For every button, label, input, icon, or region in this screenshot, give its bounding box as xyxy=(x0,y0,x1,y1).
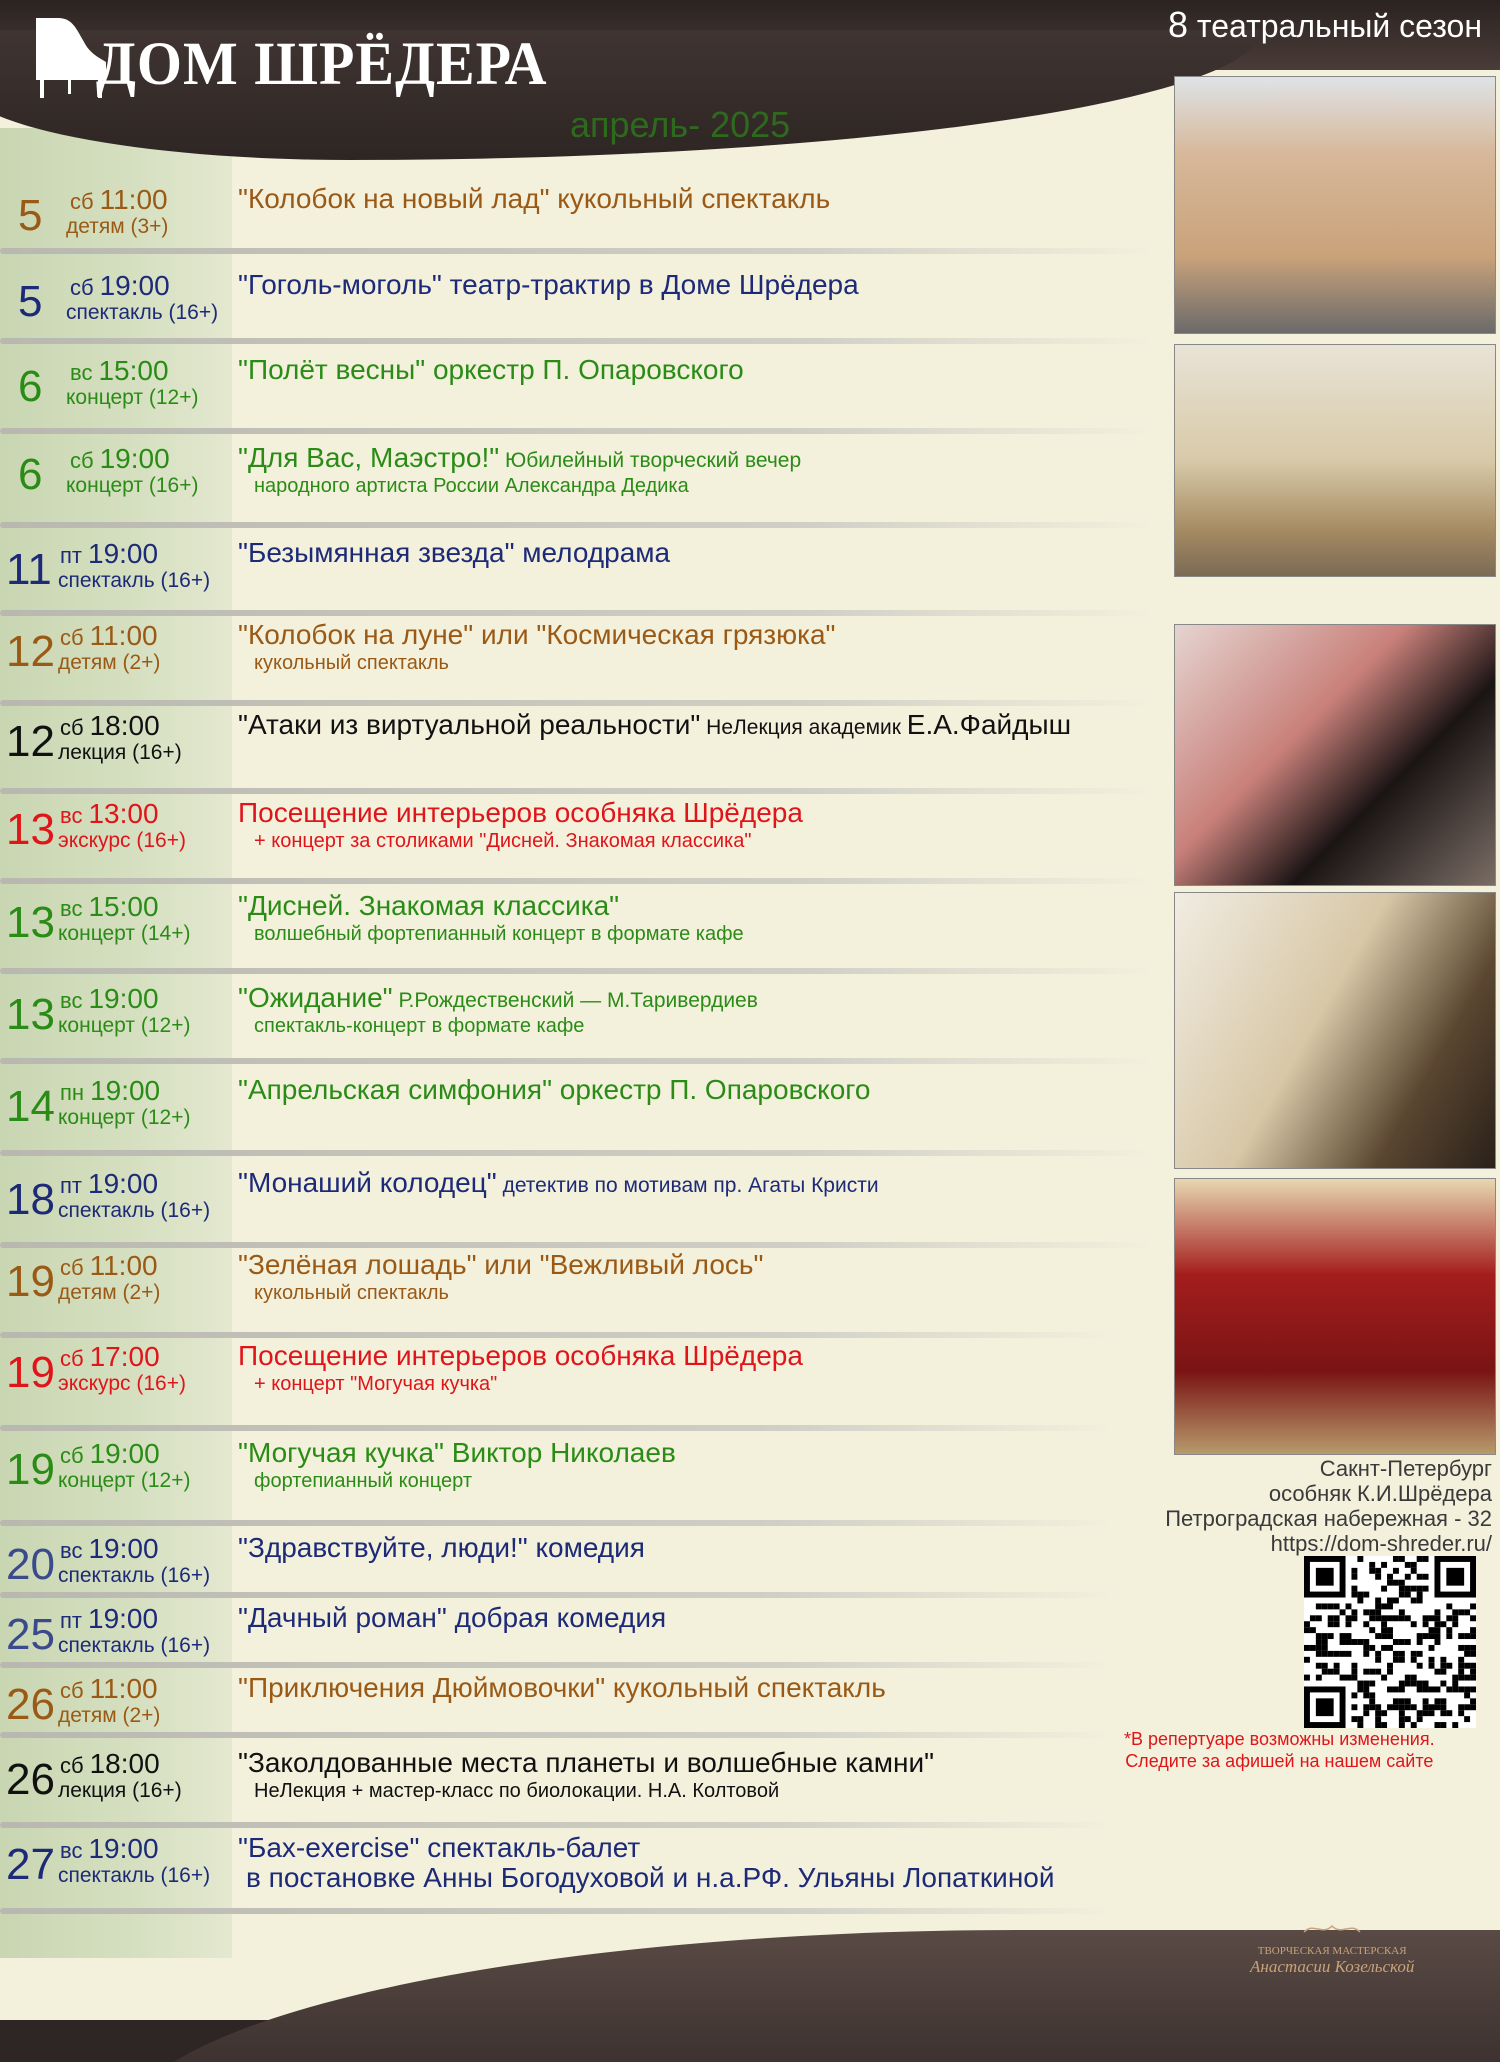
row-divider xyxy=(0,428,1150,434)
event-row xyxy=(0,709,1160,798)
staircase-photo xyxy=(1174,892,1496,1169)
grand-piano-photo xyxy=(1174,624,1496,886)
event-weekday: сб xyxy=(70,189,94,214)
event-type: спектакль (16+) xyxy=(58,1564,211,1587)
event-time xyxy=(70,445,170,475)
event-type: концерт (12+) xyxy=(58,1106,191,1129)
event-title-main: "Заколдованные места планеты и волшебные камни" xyxy=(238,1747,935,1778)
event-time xyxy=(60,1077,160,1107)
event-day: 19 xyxy=(6,1445,55,1494)
event-subtitle: + концерт "Могучая кучка" xyxy=(254,1373,498,1395)
event-weekday: пт xyxy=(60,1173,82,1198)
event-hour: 11:00 xyxy=(89,1250,158,1281)
event-title-note: Р.Рождественский — М.Таривердиев xyxy=(392,989,758,1012)
season-text: театральный сезон xyxy=(1196,8,1482,44)
event-subtitle: кукольный спектакль xyxy=(254,1282,449,1304)
event-title xyxy=(238,270,859,300)
event-subtitle: волшебный фортепианный концерт в формате кафе xyxy=(254,923,744,945)
event-day: 12 xyxy=(6,717,55,766)
event-hour: 17:00 xyxy=(89,1341,160,1372)
event-title xyxy=(238,538,670,568)
logo-text: ДОМ ШРЁДЕРА xyxy=(96,29,548,98)
event-title-note: НеЛекция академик xyxy=(700,716,907,739)
event-weekday: сб xyxy=(60,1753,84,1778)
event-time xyxy=(60,540,158,570)
logo xyxy=(28,12,548,102)
event-title xyxy=(238,1341,803,1371)
event-subtitle: НеЛекция + мастер-класс по биолокации. Н.А. Колтовой xyxy=(254,1780,780,1802)
event-time xyxy=(70,186,168,216)
event-day: 19 xyxy=(6,1257,55,1306)
event-type: детям (2+) xyxy=(58,1704,161,1727)
event-title-main: Посещение интерьеров особняка Шрёдера xyxy=(238,797,803,828)
event-title-main: "Здравствуйте, люди!" комедия xyxy=(238,1532,645,1563)
hall-interior-photo xyxy=(1174,344,1496,577)
event-weekday: сб xyxy=(70,275,94,300)
event-hour: 19:00 xyxy=(88,538,159,569)
event-weekday: сб xyxy=(60,625,84,650)
event-title xyxy=(238,1438,676,1468)
building-facade-photo xyxy=(1174,76,1496,334)
event-row xyxy=(0,619,1160,708)
event-subtitle: + концерт за столиками "Дисней. Знакомая классика" xyxy=(254,830,752,852)
event-hour: 19:00 xyxy=(90,1075,161,1106)
event-day: 14 xyxy=(6,1082,55,1131)
event-day: 13 xyxy=(6,805,55,854)
note-line-2: Следите за афишей на нашем сайте xyxy=(1125,1751,1434,1771)
event-day: 6 xyxy=(18,362,43,411)
row-divider xyxy=(0,878,1150,884)
event-row xyxy=(0,890,1160,979)
row-divider xyxy=(0,1592,1110,1598)
event-title xyxy=(238,355,744,385)
event-hour: 13:00 xyxy=(88,798,159,829)
event-day: 13 xyxy=(6,898,55,947)
event-row xyxy=(0,1340,1160,1429)
event-title xyxy=(238,1748,934,1778)
event-weekday: сб xyxy=(60,1255,84,1280)
event-type: экскурс (16+) xyxy=(58,829,186,852)
row-divider xyxy=(0,1425,1110,1431)
event-day: 11 xyxy=(6,545,52,594)
event-weekday: вс xyxy=(70,360,93,385)
event-type: детям (2+) xyxy=(58,1281,161,1304)
event-hour: 19:00 xyxy=(89,1438,160,1469)
row-divider xyxy=(0,788,1150,794)
event-subtitle: в постановке Анны Богодуховой и н.а.РФ. Ульяны Лопаткиной xyxy=(246,1862,1055,1893)
event-title-main: "Безымянная звезда" мелодрама xyxy=(238,537,671,568)
event-type: спектакль (16+) xyxy=(58,1864,211,1887)
event-subtitle: фортепианный концерт xyxy=(254,1470,472,1492)
event-title xyxy=(238,620,835,650)
event-weekday: вс xyxy=(60,1838,83,1863)
note-line-1: *В репертуаре возможны изменения. xyxy=(1124,1729,1435,1749)
event-title-main: "Апрельская симфония" оркестр П. Опаровского xyxy=(238,1074,871,1105)
season-label xyxy=(1168,4,1482,46)
website-link[interactable]: https://dom-shreder.ru/ xyxy=(1270,1531,1492,1556)
event-day: 27 xyxy=(6,1840,55,1889)
event-hour: 15:00 xyxy=(98,355,169,386)
event-type: концерт (16+) xyxy=(66,474,199,497)
row-divider xyxy=(0,1058,1150,1064)
row-divider xyxy=(0,1150,1150,1156)
event-type: спектакль (16+) xyxy=(58,1634,211,1657)
event-weekday: пн xyxy=(60,1080,85,1105)
event-title-main: "Ожидание" xyxy=(238,982,393,1013)
row-divider xyxy=(0,1732,1110,1738)
event-hour: 11:00 xyxy=(99,184,168,215)
studio-signature xyxy=(1250,1920,1414,1975)
event-weekday: сб xyxy=(60,1346,84,1371)
event-day: 13 xyxy=(6,990,55,1039)
event-title xyxy=(238,891,619,921)
event-title-main: "Приключения Дюймовочки" кукольный спектакль xyxy=(238,1672,886,1703)
event-day: 12 xyxy=(6,627,55,676)
event-title xyxy=(238,1833,640,1863)
event-day: 5 xyxy=(18,277,43,326)
event-row xyxy=(0,1437,1160,1526)
event-title-main: "Монаший колодец" xyxy=(238,1167,497,1198)
event-time xyxy=(60,985,159,1015)
event-weekday: вс xyxy=(60,803,83,828)
row-divider xyxy=(0,610,1150,616)
event-time xyxy=(60,800,159,830)
event-weekday: сб xyxy=(60,1443,84,1468)
season-number: 8 xyxy=(1167,4,1189,45)
event-title xyxy=(238,1075,870,1105)
event-time xyxy=(60,1343,160,1373)
event-time xyxy=(60,1440,160,1470)
event-title xyxy=(238,1533,645,1563)
event-hour: 19:00 xyxy=(99,443,170,474)
row-divider xyxy=(0,522,1150,528)
address-city: Сакнт-Петербург xyxy=(1319,1456,1492,1481)
row-divider xyxy=(0,1242,1150,1248)
event-title xyxy=(238,798,803,828)
studio-line-1: ТВОРЧЕСКАЯ МАСТЕРСКАЯ xyxy=(1257,1945,1407,1957)
event-day: 18 xyxy=(6,1175,55,1224)
event-type: концерт (12+) xyxy=(58,1469,191,1492)
event-weekday: пт xyxy=(60,543,82,568)
event-time xyxy=(60,1675,158,1705)
month-title: апрель- 2025 xyxy=(570,104,791,145)
event-type: концерт (12+) xyxy=(66,386,199,409)
row-divider xyxy=(0,1662,1110,1668)
event-time xyxy=(60,622,158,652)
event-title-main: "Гоголь-моголь" театр-трактир в Доме Шрёдера xyxy=(238,269,859,300)
event-time xyxy=(60,1252,158,1282)
event-type: лекция (16+) xyxy=(58,741,182,764)
event-row xyxy=(0,442,1160,531)
address-street: Петроградская набережная - 32 xyxy=(1165,1506,1492,1531)
row-divider xyxy=(0,700,1150,706)
row-divider xyxy=(0,338,1150,344)
event-hour: 19:00 xyxy=(88,1533,159,1564)
event-type: экскурс (16+) xyxy=(58,1372,186,1395)
qr-code[interactable] xyxy=(1304,1556,1476,1728)
schedule-note xyxy=(1124,1728,1435,1772)
event-row xyxy=(0,269,1160,358)
event-weekday: вс xyxy=(60,896,83,921)
row-divider xyxy=(0,1822,1110,1828)
row-divider xyxy=(0,1908,1110,1914)
event-weekday: вс xyxy=(60,988,83,1013)
event-time xyxy=(70,272,170,302)
event-subtitle: кукольный спектакль xyxy=(254,652,449,674)
event-title xyxy=(238,184,830,214)
event-time xyxy=(60,893,159,923)
event-weekday: сб xyxy=(60,1678,84,1703)
event-time xyxy=(70,357,169,387)
event-hour: 11:00 xyxy=(89,620,158,651)
event-title xyxy=(238,983,758,1016)
event-title-main: "Могучая кучка" Виктор Николаев xyxy=(238,1437,676,1468)
event-weekday: пт xyxy=(60,1608,82,1633)
event-title-main: "Атаки из виртуальной реальности" xyxy=(238,709,701,740)
event-day: 20 xyxy=(6,1540,55,1589)
event-row xyxy=(0,797,1160,886)
event-title xyxy=(238,1603,666,1633)
row-divider xyxy=(0,1520,1110,1526)
event-title xyxy=(238,443,801,476)
event-hour: 19:00 xyxy=(88,1833,159,1864)
event-title-main: "Дисней. Знакомая классика" xyxy=(238,890,620,921)
event-type: детям (3+) xyxy=(66,215,169,238)
event-weekday: сб xyxy=(60,715,84,740)
event-type: спектакль (16+) xyxy=(58,1199,211,1222)
event-row xyxy=(0,1249,1160,1338)
event-hour: 18:00 xyxy=(89,1748,160,1779)
row-divider xyxy=(0,248,1150,254)
event-subtitle: спектакль-концерт в формате кафе xyxy=(254,1015,585,1037)
event-type: лекция (16+) xyxy=(58,1779,182,1802)
event-title xyxy=(238,1168,879,1201)
event-type: спектакль (16+) xyxy=(58,569,211,592)
event-time xyxy=(60,1170,158,1200)
event-time xyxy=(60,1605,158,1635)
event-day: 6 xyxy=(18,450,43,499)
event-row xyxy=(0,183,1160,272)
event-title-note: Юбилейный творческий вечер xyxy=(499,449,802,472)
event-hour: 11:00 xyxy=(89,1673,158,1704)
event-title-main: "Для Вас, Маэстро!" xyxy=(238,442,500,473)
row-divider xyxy=(0,1332,1110,1338)
event-day: 25 xyxy=(6,1610,55,1659)
event-title-tail: Е.А.Файдыш xyxy=(906,709,1072,740)
event-title-main: "Полёт весны" оркестр П. Опаровского xyxy=(238,354,744,385)
event-hour: 19:00 xyxy=(99,270,170,301)
event-type: детям (2+) xyxy=(58,651,161,674)
event-title-main: "Бах-exercise" спектакль-балет xyxy=(238,1832,641,1863)
event-hour: 19:00 xyxy=(88,983,159,1014)
event-title-main: Посещение интерьеров особняка Шрёдера xyxy=(238,1340,803,1371)
event-time xyxy=(60,712,160,742)
event-hour: 15:00 xyxy=(88,891,159,922)
event-hour: 19:00 xyxy=(88,1168,159,1199)
theatre-hall-photo xyxy=(1174,1178,1496,1455)
address-building: особняк К.И.Шрёдера xyxy=(1268,1481,1492,1506)
event-title-main: "Дачный роман" добрая комедия xyxy=(238,1602,667,1633)
event-hour: 19:00 xyxy=(88,1603,159,1634)
event-time xyxy=(60,1535,159,1565)
event-day: 26 xyxy=(6,1680,55,1729)
event-weekday: вс xyxy=(60,1538,83,1563)
event-day: 19 xyxy=(6,1348,55,1397)
event-type: концерт (12+) xyxy=(58,1014,191,1037)
event-type: концерт (14+) xyxy=(58,922,191,945)
event-day: 26 xyxy=(6,1755,55,1804)
ornament-icon xyxy=(1302,1920,1362,1938)
address-block xyxy=(1165,1456,1492,1556)
event-weekday: сб xyxy=(70,448,94,473)
event-title xyxy=(238,1250,763,1280)
event-subtitle: народного артиста России Александра Дедика xyxy=(254,475,689,497)
event-title-note: детектив по мотивам пр. Агаты Кристи xyxy=(496,1174,879,1197)
studio-line-2: Анастасии Козельской xyxy=(1250,1957,1415,1976)
event-title-main: "Колобок на луне" или "Космическая грязюка" xyxy=(238,619,836,650)
event-title-main: "Зелёная лошадь" или "Вежливый лось" xyxy=(238,1249,764,1280)
event-hour: 18:00 xyxy=(89,710,160,741)
event-day: 5 xyxy=(18,191,43,240)
row-divider xyxy=(0,968,1150,974)
event-time xyxy=(60,1835,159,1865)
event-type: спектакль (16+) xyxy=(66,301,219,324)
event-time xyxy=(60,1750,160,1780)
event-title-main: "Колобок на новый лад" кукольный спектакль xyxy=(238,183,831,214)
event-title xyxy=(238,710,1071,743)
event-title xyxy=(238,1673,886,1703)
